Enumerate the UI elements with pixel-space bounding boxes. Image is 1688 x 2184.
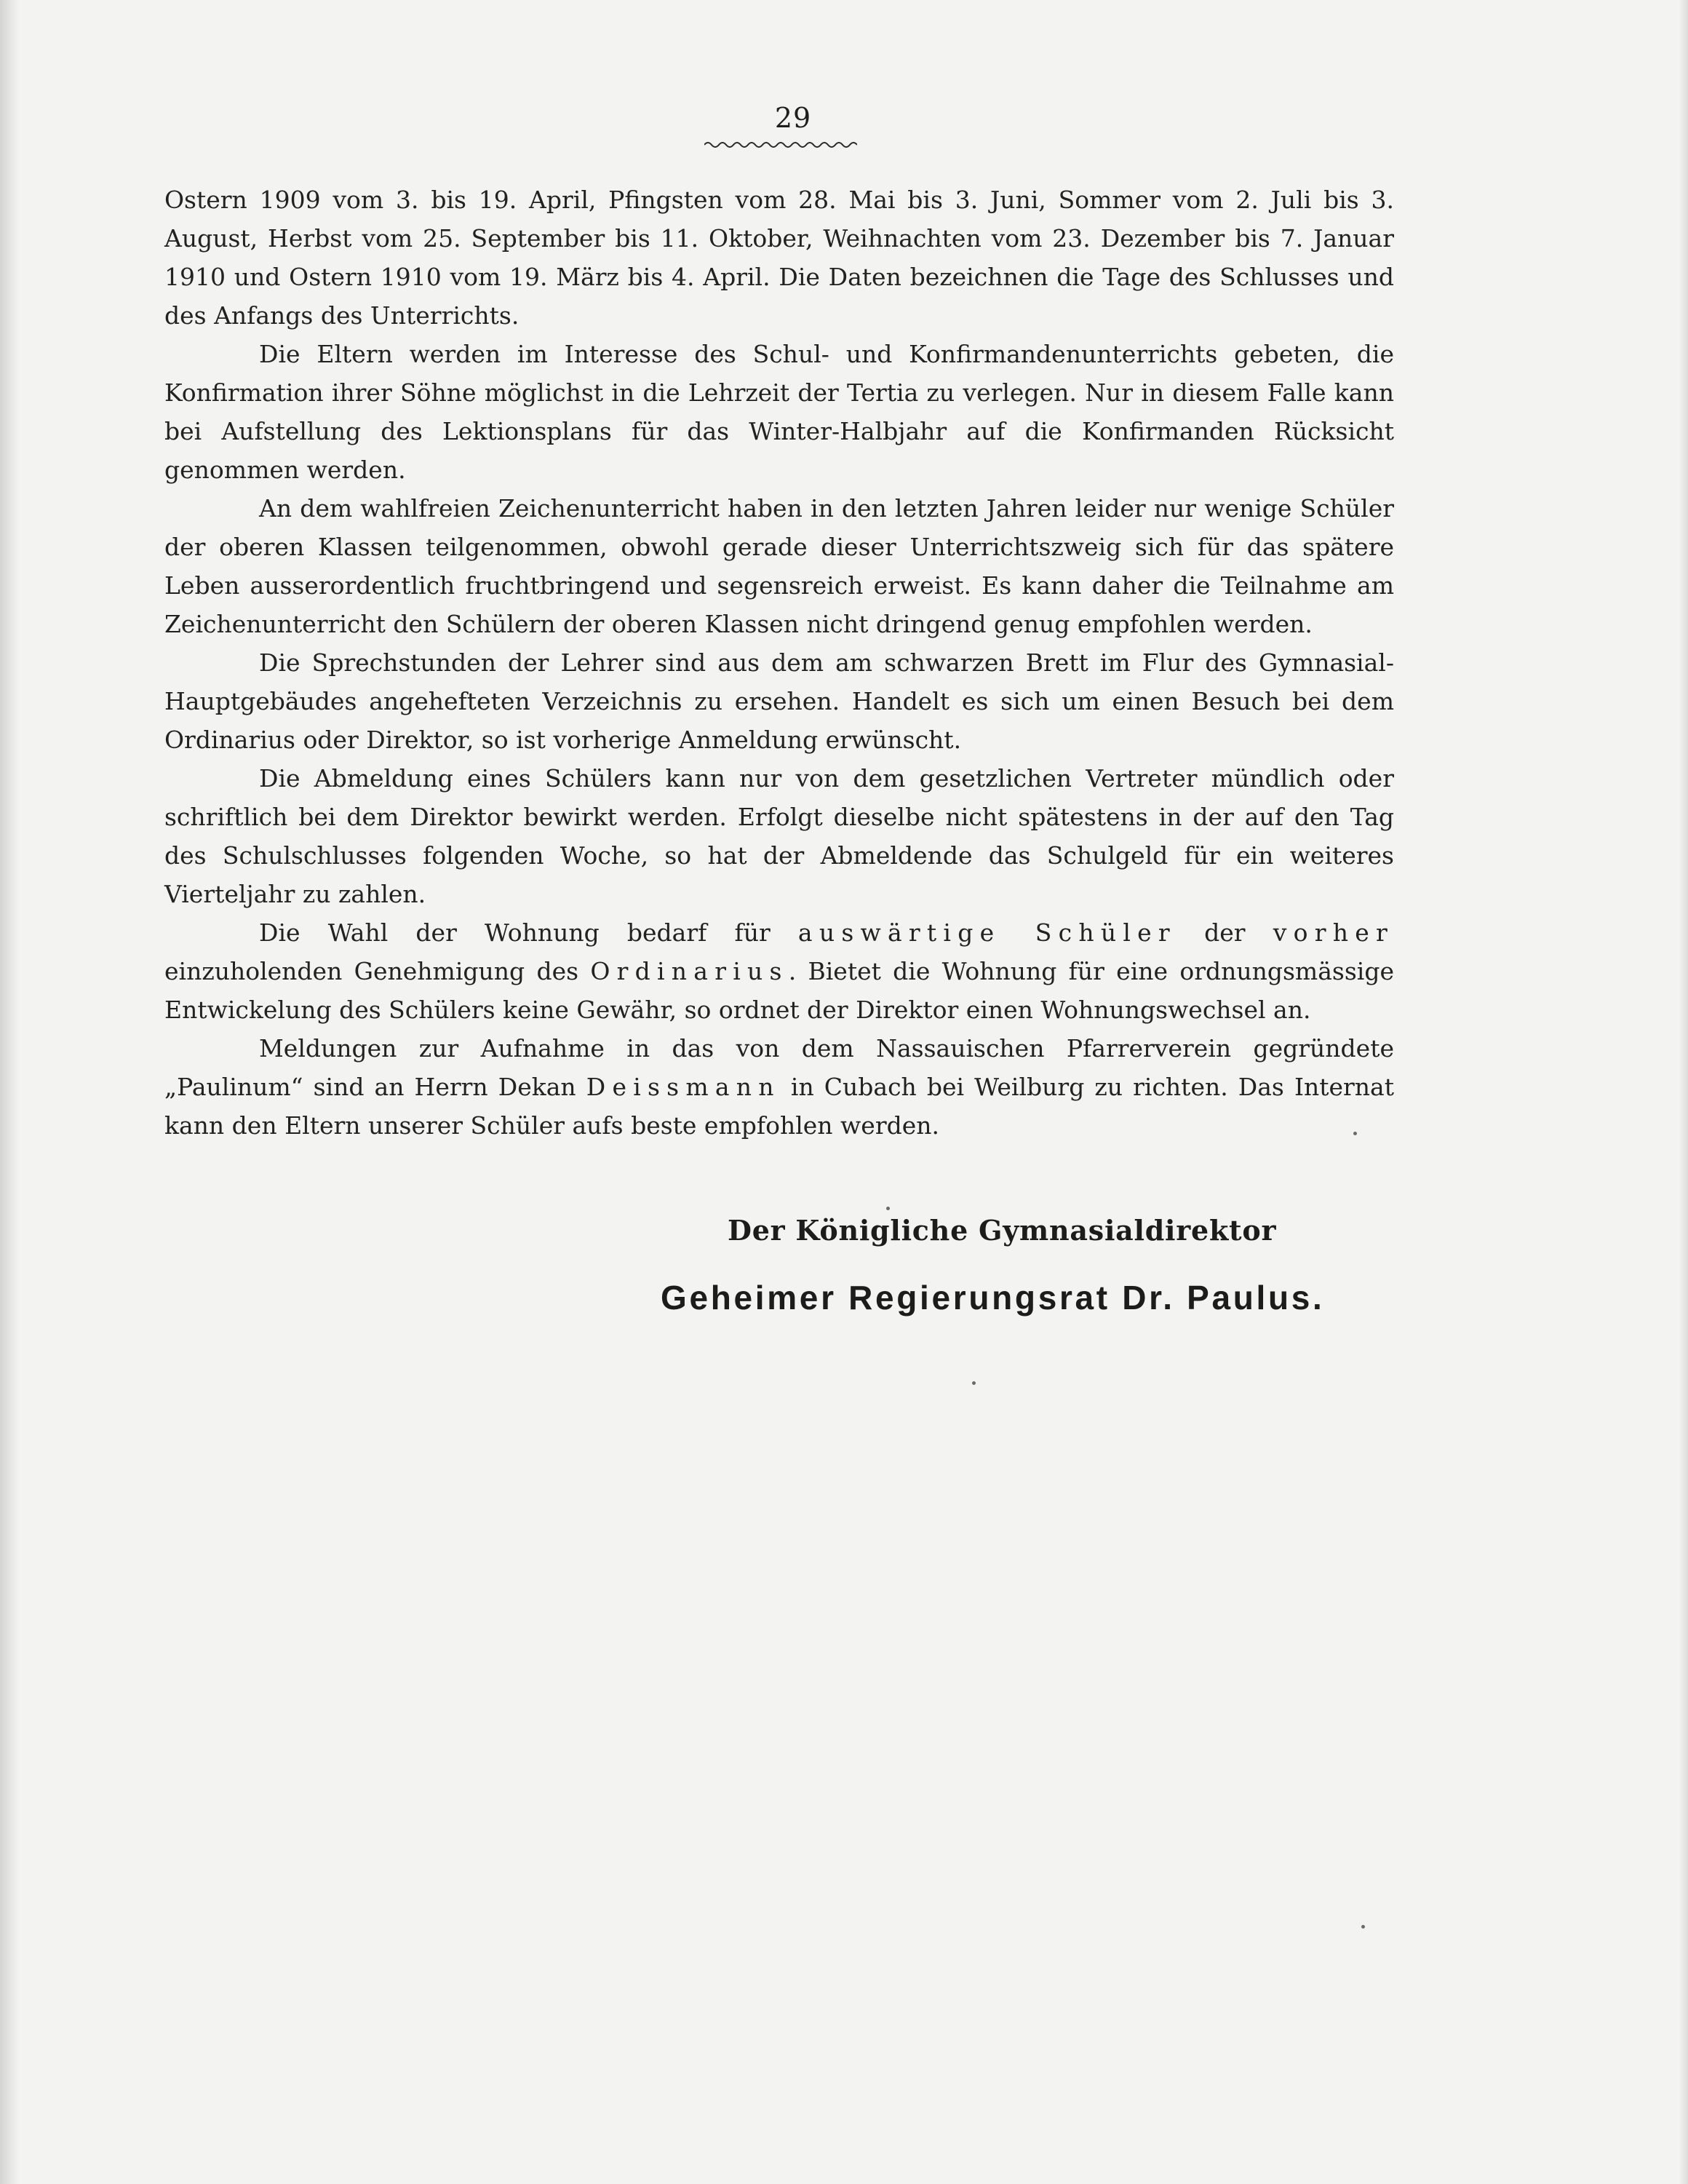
- paragraph-paulinum: [164, 1029, 1394, 1145]
- housing-text-1: Die Wahl der Wohnung bedarf für: [259, 918, 771, 947]
- housing-emph-prior: vorher: [1273, 918, 1395, 947]
- paper-speck: [972, 1381, 976, 1385]
- paper-speck: [1353, 1132, 1357, 1135]
- housing-emph-ordinarius: Ordinarius: [590, 957, 789, 985]
- paragraph-office-hours: Die Sprechstunden der Lehrer sind aus dem am schwarzen Brett im Flur des Gymnasial-Hauptgebäudes angehefteten Verzeichnis zu ersehen. Handelt es sich um einen Besuch bei dem Ordinarius oder Direktor, so ist vorherige Anmeldung erwünscht.: [164, 648, 1394, 754]
- paulinum-emph-deissmann: Deissmann: [586, 1073, 781, 1101]
- signature-title: Der Königliche Gymnasialdirektor: [728, 1214, 1277, 1247]
- body-text: [164, 180, 1394, 1145]
- paragraph-confirmation: Die Eltern werden im Interesse des Schul- und Konfirmandenunterrichts gebeten, die Konfirmation ihrer Söhne möglichst in die Lehrzeit der Tertia zu verlegen. Nur in diesem Falle kann bei Aufstellung des Lektionsplans für das Winter-Halbjahr auf die Konfirmanden Rücksicht genommen werden.: [164, 340, 1394, 484]
- housing-text-2: der: [1204, 918, 1246, 947]
- wavy-rule-ornament: [704, 140, 857, 150]
- paragraph-deregistration: Die Abmeldung eines Schülers kann nur von dem gesetzlichen Vertreter mündlich oder schriftlich bei dem Direktor bewirkt werden. Erfolgt dieselbe nicht spätestens in der auf den Tag des Schulschlusses folgenden Woche, so hat der Abmeldende das Schulgeld für ein weiteres Vierteljahr zu zahlen.: [164, 764, 1394, 908]
- housing-text-4: . Bietet die Wohnung für eine ordnungsmässige Entwickelung des Schülers keine Gewähr, so ordnet der Direktor einen Wohnungswechsel an.: [164, 957, 1394, 1024]
- page-number: 29: [774, 102, 812, 134]
- housing-text-3: einzuholenden Genehmigung des: [164, 957, 579, 985]
- paragraph-drawing-lessons: An dem wahlfreien Zeichenunterricht haben in den letzten Jahren leider nur wenige Schüler der oberen Klassen teilgenommen, obwohl gerade dieser Unterrichtszweig sich für das spätere Leben ausserordentlich fruchtbringend und segensreich erweist. Es kann daher die Teilnahme am Zeichenunterricht den Schülern der oberen Klassen nicht dringend genug empfohlen werden.: [164, 494, 1394, 638]
- signature-name: Geheimer Regierungsrat Dr. Paulus.: [661, 1279, 1325, 1317]
- page-shadow-left: [0, 0, 19, 2184]
- paper-speck: [886, 1207, 890, 1210]
- paper-speck: [1361, 1925, 1365, 1929]
- page-shadow-right: [1679, 0, 1688, 2184]
- paulinum-text-2: in Cubach bei Weilburg zu richten. Das Internat kann den Eltern unserer Schüler aufs beste empfohlen werden.: [164, 1073, 1394, 1140]
- housing-emph-external-students: auswärtige Schüler: [797, 918, 1177, 947]
- paragraph-housing: [164, 913, 1394, 1029]
- paulinum-text-1: Meldungen zur Aufnahme in das von dem Nassauischen Pfarrerverein gegründete „Paulinum“ sind an Herrn Dekan: [164, 1034, 1394, 1101]
- paragraph-holidays: Ostern 1909 vom 3. bis 19. April, Pfingsten vom 28. Mai bis 3. Juni, Sommer vom 2. Juli bis 3. August, Herbst vom 25. September bis 11. Oktober, Weihnachten vom 23. Dezember bis 7. Januar 1910 und Ostern 1910 vom 19. März bis 4. April. Die Daten bezeichnen die Tage des Schlusses und des Anfangs des Unterrichts.: [164, 186, 1394, 330]
